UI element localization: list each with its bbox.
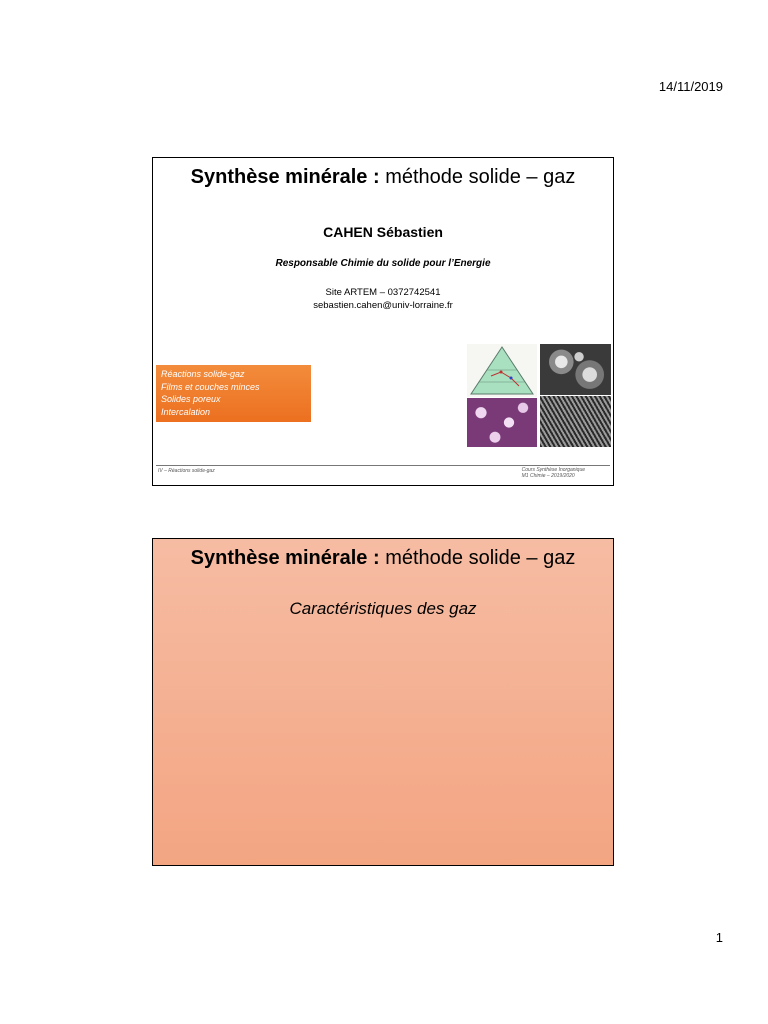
crystal-micrograph-image	[540, 344, 611, 395]
slide-2-title-bold: Synthèse minérale :	[190, 547, 380, 569]
page-date: 14/11/2019	[658, 79, 723, 94]
slide-footer-right	[522, 467, 585, 479]
topic-item: Solides poreux	[161, 394, 221, 404]
footer-divider	[156, 465, 610, 466]
slide-2	[152, 538, 614, 866]
illustration-collage	[467, 344, 611, 447]
topics-box	[156, 365, 311, 422]
porous-solid-image	[467, 398, 537, 447]
slide-1-title	[153, 166, 613, 189]
lattice-image	[540, 396, 611, 447]
author-contact	[153, 286, 613, 312]
author-name: CAHEN Sébastien	[323, 224, 443, 240]
slide-1-title-bold: Synthèse minérale :	[190, 166, 380, 188]
author-role: Responsable Chimie du solide pour l’Energie	[275, 258, 491, 269]
footer-course: Cours Synthèse Inorganique	[521, 467, 585, 473]
slide-1	[152, 157, 614, 486]
slide-2-title	[153, 547, 613, 570]
page-number: 1	[715, 930, 723, 945]
ternary-diagram-image	[467, 344, 537, 397]
topic-item: Films et couches minces	[161, 381, 260, 392]
contact-email: sebastien.cahen@univ-lorraine.fr	[313, 300, 453, 311]
topic-item: Réactions solide-gaz	[161, 369, 245, 379]
footer-year: M1 Chimie – 2019/2020	[521, 473, 575, 479]
contact-phone: Site ARTEM – 0372742541	[325, 287, 441, 298]
slide-footer-left: IV – Réactions solide-gaz	[158, 468, 215, 474]
slide-2-title-rest: méthode solide – gaz	[379, 547, 576, 569]
topic-item: Intercalation	[161, 406, 211, 417]
slide-2-subtitle: Caractéristiques des gaz	[289, 599, 477, 618]
slide-1-title-rest: méthode solide – gaz	[379, 166, 576, 188]
